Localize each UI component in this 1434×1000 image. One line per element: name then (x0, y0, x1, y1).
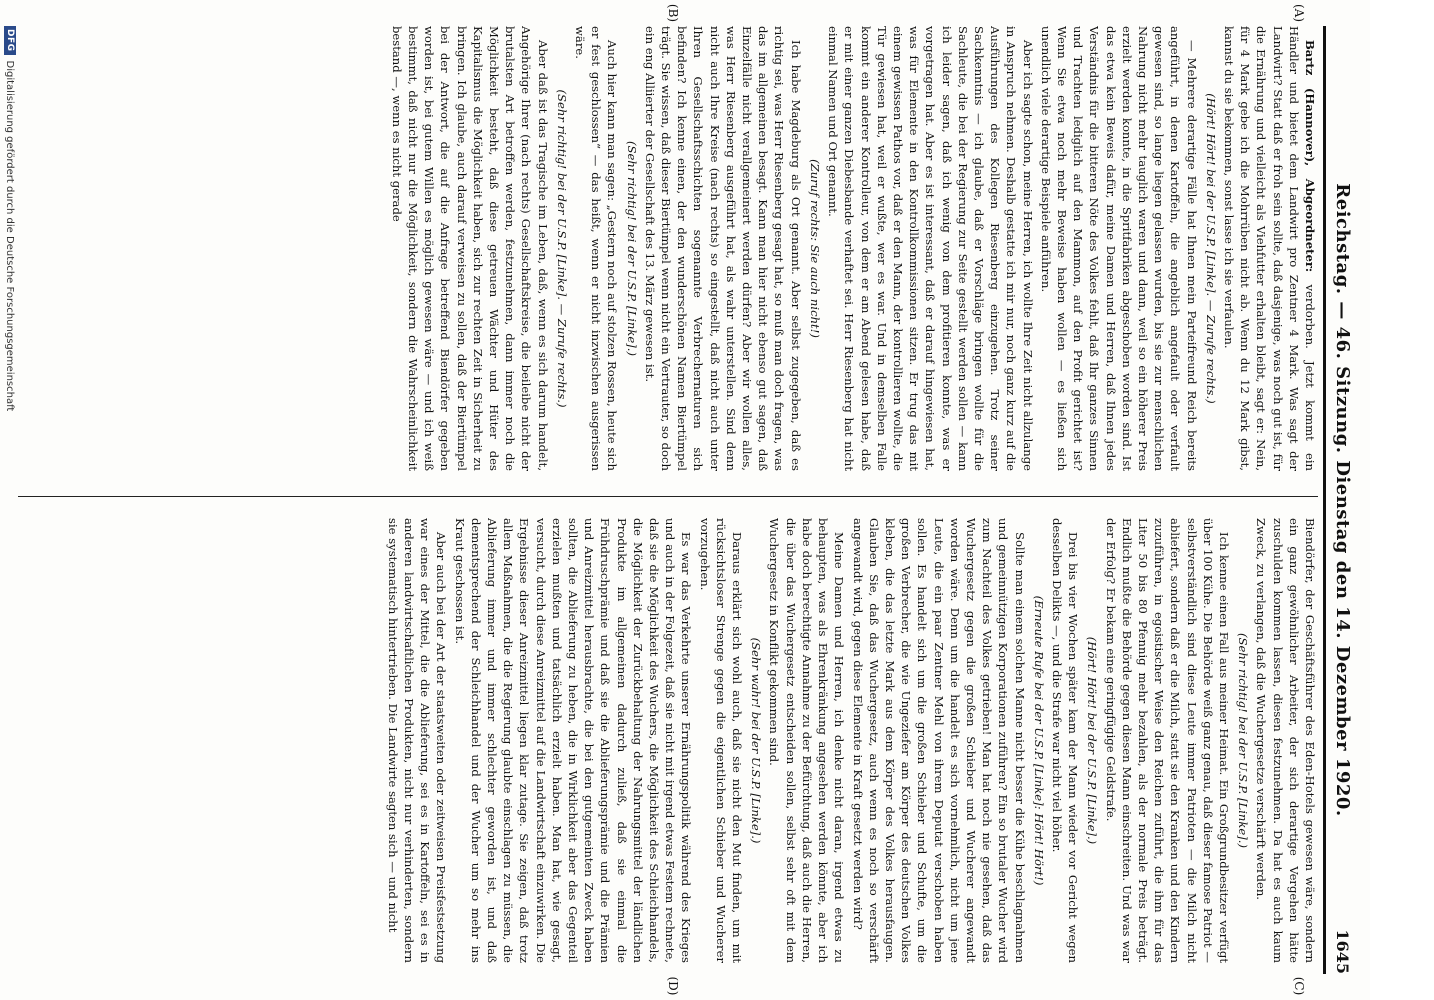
paragraph-text: Biendörfer, der Geschäftsführer des Eden-Hotels gewesen wäre, sondern ein ganz gewöhnlicher Arbeiter, der sich derartige Vergehen hätte zuschulden kommen lassen, diesen festzunehmen. Da hat es auch kaum Zweck, zu verlangen, daß die Wuchergesetze verschärft werden. (1254, 518, 1317, 963)
paragraph (849, 518, 1027, 963)
stage-direction: (Sehr richtig! bei der U.S.P. [Linke].) (1236, 633, 1251, 848)
stage-direction: (Sehr richtig! bei der U.S.P. [Linke].) (624, 141, 639, 356)
footer-credit: Digitalisierung gefördert durch die Deutsche Forschungsgemeinschaft (4, 60, 16, 412)
paragraph-text: Aber auch bei der Art der staatsweiten oder zeitweisen Preisfestsetzung war eines der Mittel, die die Ablieferung, sei es in Kartoffeln, sei es in anderen landwirtschaftlichen Produkten, nicht nur verhinderten, sondern sie systematisch hintertrieben. Die Landwirte sagten sich — und nicht (385, 518, 449, 963)
paragraph-text: Ich habe Magdeburg als Ort genannt. Aber selbst zugegeben, daß es richtig sei, was Herr Riesenberg gesagt hat, so muß man doch fragen, was das im allgemeinen besagt. Kann man hier nicht ebenso gut sagen, daß Einzelfälle nicht verallgemeinert werden dürfen? Aber wir wollen alles, was Herr Riesenberg ausgeführt hat, als wahr unterstellen. Sind denn nicht auch Ihre Kreise (nach rechts) so eingestellt, daß nicht auch unter Ihren Gesellschaftsschichten sogenannte Verbrechernaturen sich befinden? Ich kenne einen, der den wunderschönen Namen Biertümpel trägt. Sie wissen, daß dieser Biertümpel wenn nicht ein Vertrauter, so doch ein eng Alliierter der Gesellschaft des 13. März gewesen ist. (642, 26, 803, 471)
paragraph (389, 26, 551, 471)
stage-direction: (Hört! Hört! bei der U.S.P. [Linke].) (1085, 636, 1100, 845)
paragraph-text: — Mehrere derartige Fälle hat Ihnen mein Parteifreund Reich bereits angeführt, in denen Kartoffeln, die angeblich angefault oder verfault gewesen sind, so lange liegen gelassen wurden, bis sie zur menschlichen Nahrung nicht mehr tauglich waren und dann, weil so ein höherer Preis erzielt werden konnte, in die Spritfabriken abgeschoben worden sind. Ist das etwa kein Beweis dafür, meine Damen und Herren, daß Ihnen jedes Verständnis für die bitteren Nöte des Volkes fehlt, daß Ihr ganzes Sinnen und Trachten lediglich auf den Mammon, auf den Profit gerichtet ist? Wenn Sie etwa noch mehr Beweise haben wollen — es ließen sich unendlich viele derartige Beispiele anführen. (1038, 26, 1199, 471)
right-text-column (18, 518, 1318, 963)
margin-mark-c: (C) (1292, 976, 1306, 996)
paragraph (451, 518, 694, 963)
paragraph-text: Es war das Verkehrte unserer Ernährungspolitik während des Krieges und auch in der Folgezeit, daß sie nicht mit irgend etwas Festem rechnete, daß sie die Möglichkeit des Wuchers, die Möglichkeit des Schleichhandels, die Möglichkeit der Zurückbehaltung der Nahrungsmittel der ländlichen Produkte im allgemeinen dadurch zuließ, daß sie einmal die Frühdruschprämie und daß sie die Ablieferungsprämie und die Prämien und Anreizmittel herausbrachte, die bei den gutgemeinten Zweck haben sollten, die Ablieferung zu heben, die in Wirklichkeit aber das Gegenteil erzielen mußten und tatsächlich erzielt haben. Man hat, wie gesagt, versucht, durch diese Anreizmittel auf die Landwirtschaft einzuwirken. Die Ergebnisse dieser Anreizmittel liegen klar zutage. Sie zeigen, daß trotz allem Maßnahmen, die die Regierung glaubte einschlagen zu müssen, die Ablieferung immer und immer schlechter geworden ist, und daß dementsprechend der Schleichhandel und der Wucher um so mehr ins Kraut geschossen ist. (452, 518, 694, 963)
paragraph (825, 26, 1036, 471)
paragraph-text: Sollte man einem solchen Manne nicht besser die Kühe beschlagnahmen und gemeinnützigen Korporationen zuführen? Ein so brutaler Wucher wird zum Nachteil des Volkes getrieben! Man hat noch nie gesehen, daß das Wuchergesetz gegen die großen Schieber und Wucherer angewandt worden wäre. Denn um die handelt es sich vornehmlich, nicht um jene Leute, die ein paar Zentner Mehl von ihrem Deputat verschoben haben sollen. Es handelt sich um die großen Schieber und Schufte, um die großen Verbrecher, die wie Ungeziefer am Körper des deutschen Volkes kleben, die das letzte Mark aus dem Körper des Volkes herausfaugen. Glauben Sie, daß das Wuchergesetz, auch wenn es noch so verschärft angewandt wird, gegen diese Elemente in Kraft gesetzt werden wird? (850, 518, 1027, 963)
paragraph (572, 26, 621, 471)
paragraph-text: Meine Damen und Herren, ich denke nicht daran, irgend etwas zu behaupten, was als Ehrenkränkung angesehen werden könnte, aber ich habe doch berechtigte Annahme zu der Befürchtung, daß auch die Herren, die über das Wuchergesetz entscheiden sollen, selbst sehr oft mit dem Wuchergesetz in Konflikt gekommen sind. (767, 518, 847, 963)
page-footer (2, 26, 18, 974)
paragraph-text: Aber daß ist das Tragische im Leben, daß, wenn es sich darum handelt, Angehörige Ihrer (nach rechts) Gesellschaftskreise, die beileibe nicht der brutalsten Art betroffen werden, festzunehmen, dann immer noch die Möglichkeit besteht, daß diese getreuen Wächter und Hüter des Kapitalismus die Möglichkeit haben, sich zur rechten Zeit in Sicherheit zu bringen. Ich glaube, auch darauf verweisen zu sollen, daß der Biertümpel bei der Antwort, die auf die Anfrage betreffend Biendörfer gegeben worden ist, bei gutem Willen es möglich gewesen wäre — und ich weiß bestimmt, daß nicht nur die Möglichkeit, sondern die Wahrscheinlichkeit bestand —, wenn es nicht gerade (389, 26, 550, 471)
paragraph (385, 518, 450, 963)
dfg-logo: DFG (4, 26, 16, 55)
stage-direction: (Zuruf rechts: Sie auch nicht!) (807, 159, 822, 338)
paragraph (696, 518, 745, 963)
paragraph (1102, 518, 1232, 963)
paragraph-text: Auch hier kann man sagen: „Gestern noch auf stolzen Rossen, heute sich er fest geschlossen“ — das heißt, wenn er nicht inzwischen ausgerissen wäre. (573, 26, 620, 471)
paragraph-text: Aber ich sagte schon, meine Herren, ich wollte Ihre Zeit nicht allzulange in Anspruch nehmen. Deshalb gestatte ich mir nur, noch ganz kurz auf die Ausführungen des Kollegen Riesenberg einzugehen. Trotz seiner Sachkenntnis — ich glaube, daß er Vorschläge bringen wollte für die Sachleute, die bei der Regierung zur Seite gestellt werden sollen — kann ich leider sagen, daß ich wenig von dem profitieren konnte, was er vorgetragen hat. Aber es ist interessant, daß er darauf hingewiesen hat, was für Elemente in den Kontrollkommissionen sitzen. Er trug das mit einem gewissen Pathos vor, daß er den Mann, der kontrollieren wollte, die Tür gewiesen hat, weil er wußte, wer es war. Und in demselben Falle kommt ein anderer Kontrolleur, von dem er am Abend gelesen habe, daß er mit einer ganzen Diebesbande verhaftet sei. Herr Riesenberg hat nicht einmal Namen und Ort genannt. (826, 26, 1035, 471)
paragraph (1049, 518, 1081, 963)
page-number: 1645 (1333, 929, 1353, 974)
margin-mark-d: (D) (666, 976, 680, 996)
paragraph (642, 26, 804, 471)
paragraph-text: Daraus erklärt sich wohl auch, daß sie nicht den Mut finden, um mit rücksichtsloser Strenge gegen die eigentlichen Schieber und Wucherer vorzugehen. (697, 518, 745, 963)
paragraph (1038, 26, 1200, 471)
stage-direction: (Sehr richtig! bei der U.S.P. [Linke]. — Zurufe rechts.) (554, 89, 569, 408)
stage-direction: (Sehr wahr! bei der U.S.P. [Linke].) (749, 637, 764, 844)
page-header (1323, 26, 1360, 974)
stage-direction: (Erneute Rufe bei der U.S.P. [Linke]: Hört! Hört!) (1031, 595, 1046, 886)
paragraph-text: Ich kenne einen Fall aus meiner Heimat. Ein Großgrundbesitzer verfügt über 100 Kühe. Die Behörde weiß ganz genau, daß dieser famose Patriot — selbstverständlich sind diese Leute immer Patrioten — die Milch nicht abliefert, sondern daß er die Milch, statt sie den Kranken und den Kindern zuzuführen, in egoistischer Weise den Reichen zuführt, die ihm für das Liter 50 bis 80 Pfennig mehr bezahlen, als der normale Preis beträgt. Endlich mußte die Behörde gegen diesen Mann einschreiten. Und was war der Erfolg? Er bekam eine geringfügige Geldstrafe. (1103, 518, 1231, 963)
column-divider (18, 496, 1318, 497)
margin-mark-b: (B) (666, 3, 680, 23)
paragraph-text: verdorben. Jetzt kommt ein Händler und bietet dem Landwirt pro Zentner 4 Mark. Was sagt der Landwirt? Statt daß er froh sein sollte, daß dasjenige, was noch gut ist, für die Ernährung und vielleicht als Viehfutter erhalten bleibt, sagt er: Nein, für 4 Mark gebe ich die Mohrrüben nicht ab. Wenn du 12 Mark gibst, kannst du sie bekommen, sonst lasse ich sie verfaulen. (1221, 26, 1317, 471)
margin-mark-a: (A) (1292, 3, 1306, 23)
header-title: Reichstag. — 46. Sitzung. Dienstag den 14. Dezember 1920. (1332, 183, 1354, 817)
paragraph-text: Drei bis vier Wochen später kam der Mann wieder vor Gericht wegen desselben Delikts —, und die Strafe war nicht viel höher. (1049, 518, 1081, 963)
speaker-name: Bartz (Hannover), Abgeordneter: (1303, 40, 1317, 273)
paragraph (1221, 26, 1318, 471)
paragraph (1253, 518, 1318, 963)
paragraph (766, 518, 847, 963)
left-text-column (18, 26, 1318, 471)
stage-direction: (Hört! Hört! bei der U.S.P. [Linke]. — Zurufe rechts.) (1203, 93, 1218, 404)
